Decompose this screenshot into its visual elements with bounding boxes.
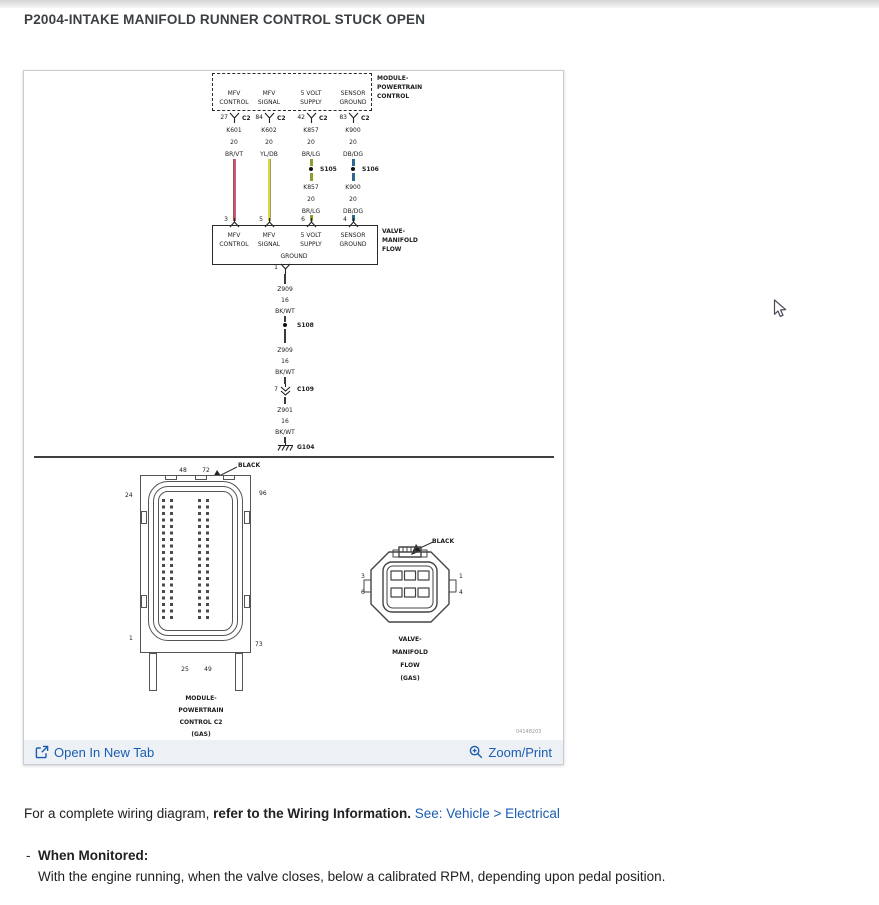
valve-pin-number: 6 [301, 216, 305, 223]
connector-caption: (GAS) [400, 675, 420, 682]
pin-column [198, 499, 201, 619]
circuit-label: Z909 [277, 286, 293, 293]
pin-column [162, 499, 165, 619]
valve-pin-function: MFV [227, 232, 241, 239]
connector-tab [141, 595, 147, 608]
connector-fork-icon [348, 112, 359, 123]
wire-color-code: BR/LG [301, 151, 321, 158]
connector-leg [235, 653, 243, 691]
wire-segment [284, 274, 286, 284]
wire-segment [268, 159, 271, 221]
wire-color-code: YL/DB [260, 151, 278, 158]
connector-caption: CONTROL C2 [179, 719, 223, 726]
connector-caption: POWERTRAIN [178, 707, 224, 714]
connector-pin-number: 24 [125, 492, 133, 499]
pin-function-label: 5 VOLT [300, 90, 322, 97]
wire-segment [310, 159, 313, 166]
connector-body [359, 546, 469, 638]
pin-function-label: GROUND [339, 99, 367, 106]
wire-color-code: BK/WT [275, 308, 295, 315]
connector-pin-number: 96 [259, 490, 267, 497]
wire-gauge: 16 [281, 418, 289, 425]
wiring-info-paragraph [24, 806, 560, 821]
pin-function-label: SIGNAL [257, 99, 281, 106]
valve-pin-number: 1 [274, 264, 278, 271]
connector-leg [149, 653, 157, 691]
valve-pin-function: SIGNAL [257, 241, 281, 248]
connector-pin-number: 6 [361, 589, 365, 596]
wire-gauge: 20 [349, 196, 357, 203]
connector-pin-number: 1 [459, 573, 463, 580]
valve-box-label: FLOW [382, 246, 402, 253]
diagram-toolbar [24, 740, 563, 764]
circuit-label: K602 [261, 127, 277, 134]
splice-label: S106 [362, 166, 379, 173]
pin-function-label: MFV [227, 90, 241, 97]
wire-color-code: DB/DG [342, 151, 364, 158]
wire-segment [284, 397, 286, 404]
wire-gauge: 20 [265, 139, 273, 146]
connector-pin-number: 1 [129, 635, 133, 642]
wire-segment [284, 316, 286, 322]
connector-tab [244, 511, 250, 524]
connector-fork-icon [280, 263, 291, 274]
connector-name: C2 [361, 115, 370, 122]
open-in-new-tab-label: Open In New Tab [54, 744, 155, 760]
section-divider [34, 456, 554, 458]
valve-ground-label: GROUND [280, 253, 308, 260]
wire-segment [284, 377, 286, 384]
wire-color-code: DB/DG [342, 208, 364, 215]
valve-pin-function: 5 VOLT [300, 232, 322, 239]
connector-tab [244, 595, 250, 608]
splice-label: S105 [320, 166, 337, 173]
connector-pin-number: 25 [181, 666, 189, 673]
splice-dot [351, 167, 355, 171]
when-monitored-heading: When Monitored: [38, 848, 149, 863]
valve-box-label: VALVE- [382, 228, 406, 235]
connector-pin-number: 3 [361, 573, 365, 580]
circuit-label: K857 [303, 184, 319, 191]
ground-point-label: G104 [297, 444, 315, 451]
connector-pin-number: 4 [459, 589, 463, 596]
connector-fork-icon [264, 112, 275, 123]
valve-box-label: MANIFOLD [382, 237, 418, 244]
connector-pin-number: 72 [202, 467, 210, 474]
pcm-pin-number: 83 [339, 114, 347, 121]
valve-connector-view [359, 536, 474, 688]
connector-caption: MANIFOLD [392, 649, 428, 656]
valve-pin-function: SUPPLY [300, 241, 322, 248]
connector-color-label: BLACK [432, 538, 455, 545]
pcm-pin-number: 84 [255, 114, 263, 121]
connector-pin-number: 49 [204, 666, 212, 673]
pin-column [206, 499, 209, 619]
splice-dot [283, 323, 287, 327]
pcm-pin-number: 27 [220, 114, 228, 121]
page-title: P2004-INTAKE MANIFOLD RUNNER CONTROL STUCK OPEN [24, 12, 426, 27]
wire-color-code: BR/LG [301, 208, 321, 215]
wire-color-code: BR/VT [224, 151, 244, 158]
vehicle-electrical-link[interactable]: See: Vehicle > Electrical [410, 806, 560, 821]
pcm-pin-number: 42 [297, 114, 305, 121]
zoom-icon [469, 745, 483, 759]
valve-pin-function: SENSOR [340, 232, 366, 239]
connector-notch [223, 475, 235, 480]
zoom-print-label: Zoom/Print [488, 744, 552, 760]
wire-color-code: BK/WT [275, 429, 295, 436]
circuit-label: K601 [226, 127, 242, 134]
connector-fork-icon [306, 112, 317, 123]
open-in-new-tab-link[interactable] [35, 745, 154, 760]
pcm-box-label: CONTROL [377, 93, 410, 100]
circuit-label: K900 [345, 184, 361, 191]
open-in-new-icon [35, 745, 49, 759]
pcm-connector-view [119, 459, 284, 741]
wire-segment [352, 173, 355, 181]
zoom-print-link[interactable] [469, 745, 552, 760]
connector-fork-icon [229, 112, 240, 123]
circuit-label: Z901 [277, 407, 293, 414]
pcm-box-label: MODULE- [377, 75, 409, 82]
pin-column [170, 499, 173, 619]
wire-gauge: 20 [307, 196, 315, 203]
connector-name: C2 [319, 115, 328, 122]
connector-color-label: BLACK [238, 462, 261, 469]
wire-segment [284, 329, 286, 343]
pin-function-label: CONTROL [219, 99, 249, 106]
connector-tab [141, 511, 147, 524]
circuit-label: K857 [303, 127, 319, 134]
wire-color-code: BK/WT [275, 369, 295, 376]
pin-function-label: SENSOR [340, 90, 366, 97]
inline-connector-label: C109 [297, 386, 314, 393]
top-gray-bar [0, 0, 879, 8]
connector-name: C2 [242, 115, 251, 122]
mouse-cursor [773, 299, 789, 319]
diagram-doc-number: 04148203 [516, 729, 542, 735]
connector-caption: FLOW [400, 662, 420, 669]
when-monitored-text: With the engine running, when the valve closes, below a calibrated RPM, depending upon pedal position. [38, 869, 666, 884]
paragraph-text: For a complete wiring diagram, [24, 806, 214, 821]
paragraph-bold-text: refer to the Wiring Information. [213, 806, 411, 821]
connector-notch [165, 475, 177, 480]
valve-pin-number: 4 [343, 216, 347, 223]
connector-pin-number: 73 [255, 641, 263, 648]
connector-caption: VALVE- [398, 636, 422, 643]
connector-caption: MODULE- [185, 695, 217, 702]
splice-dot [309, 167, 313, 171]
ground-symbol-icon [277, 443, 294, 452]
circuit-label: Z909 [277, 347, 293, 354]
pin-function-label: MFV [262, 90, 276, 97]
wire-segment [352, 159, 355, 166]
connector-notch [195, 475, 207, 480]
connector-pin-number: 48 [179, 467, 187, 474]
wire-gauge: 20 [230, 139, 238, 146]
wiring-schematic [24, 71, 563, 740]
wiring-diagram-panel [23, 70, 564, 765]
wire-segment [310, 173, 313, 181]
wire-segment [233, 159, 236, 221]
valve-pin-function: MFV [262, 232, 276, 239]
valve-pin-number: 3 [224, 216, 228, 223]
valve-pin-number: 5 [259, 216, 263, 223]
pcm-box-label: POWERTRAIN [377, 84, 423, 91]
inline-connector-icon [280, 384, 291, 396]
circuit-label: K900 [345, 127, 361, 134]
bullet-dash: - [26, 848, 31, 863]
connector-caption: (GAS) [191, 731, 211, 738]
splice-label: S108 [297, 322, 314, 329]
wire-gauge: 16 [281, 358, 289, 365]
wire-gauge: 16 [281, 297, 289, 304]
connector-name: C2 [277, 115, 286, 122]
inline-connector-pin: 7 [274, 386, 278, 393]
pin-function-label: SUPPLY [300, 99, 322, 106]
valve-pin-function: CONTROL [219, 241, 249, 248]
valve-pin-function: GROUND [339, 241, 367, 248]
wire-gauge: 20 [307, 139, 315, 146]
wire-gauge: 20 [349, 139, 357, 146]
